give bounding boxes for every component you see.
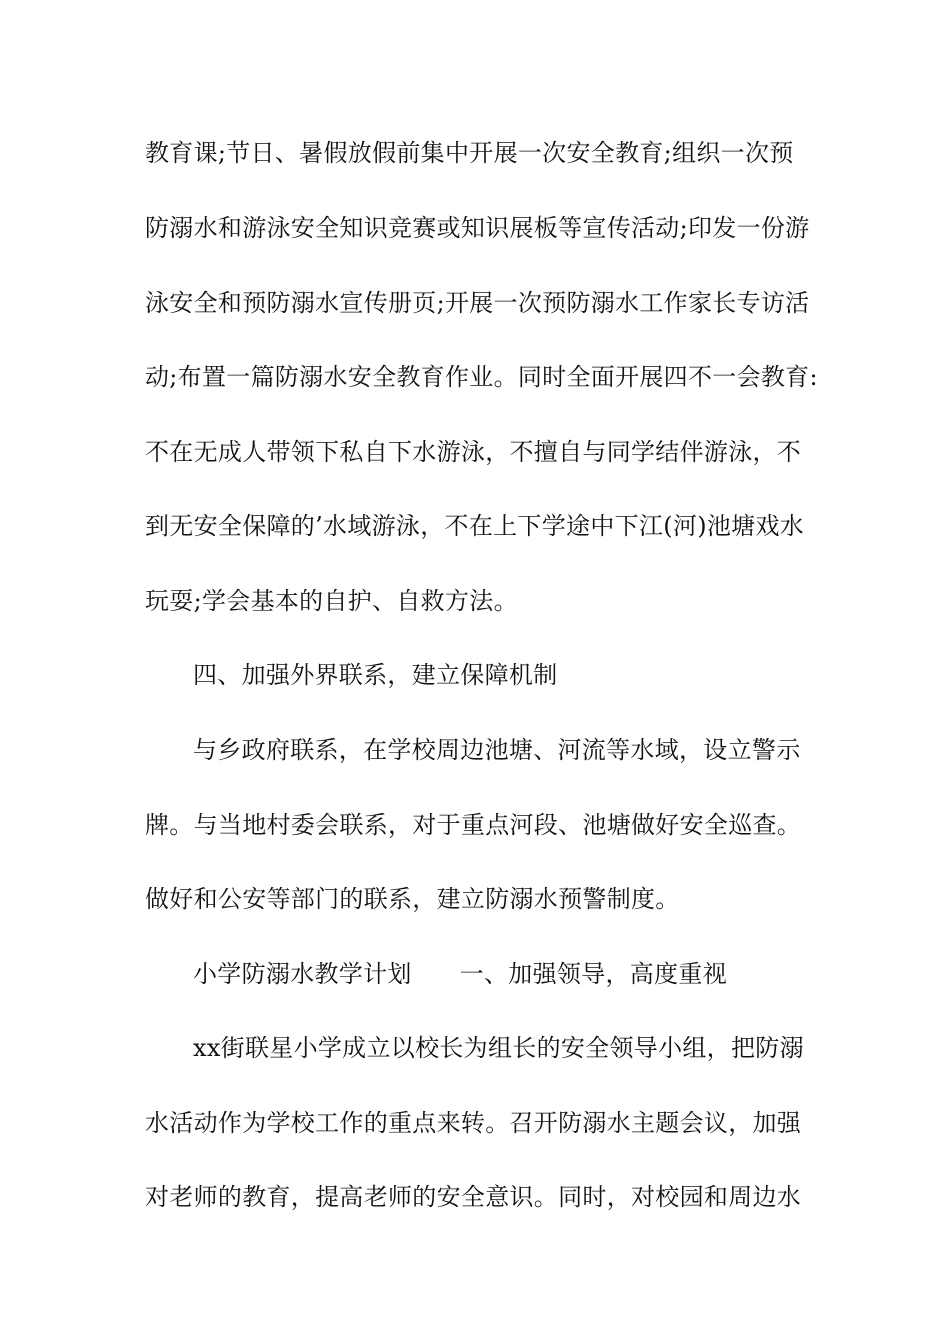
plan-title: 小学防溺水教学计划 <box>193 960 412 988</box>
paragraph-line: 教育课;节日、暑假放假前集中开展一次安全教育;组织一次预 <box>145 139 794 167</box>
paragraph-line: 动;布置一篇防溺水安全教育作业。同时全面开展四不一会教育: <box>145 363 818 391</box>
paragraph-line: 做好和公安等部门的联系，建立防溺水预警制度。 <box>145 885 680 913</box>
paragraph-line: 泳安全和预防溺水宣传册页;开展一次预防溺水工作家长专访活 <box>145 289 810 317</box>
paragraph-line: 对老师的教育，提高老师的安全意识。同时，对校园和周边水 <box>145 1183 802 1211</box>
paragraph-line: 牌。与当地村委会联系，对于重点河段、池塘做好安全巡查。 <box>145 811 802 839</box>
plan-title-line <box>193 954 863 994</box>
paragraph-line: 到无安全保障的’水域游泳，不在上下学途中下江(河)池塘戏水 <box>145 512 805 540</box>
paragraph-line: 防溺水和游泳安全知识竞赛或知识展板等宣传活动;印发一份游 <box>145 214 810 242</box>
paragraph-line: 不在无成人带领下私自下水游泳，不擅自与同学结伴游泳，不 <box>145 438 802 466</box>
section-heading: 四、加强外界联系，建立保障机制 <box>193 661 558 689</box>
paragraph-line: 与乡政府联系，在学校周边池塘、河流等水域，设立警示 <box>193 736 801 764</box>
section-heading: 一、加强领导，高度重视 <box>459 960 728 988</box>
paragraph-line: 水活动作为学校工作的重点来转。召开防溺水主题会议，加强 <box>145 1109 802 1137</box>
paragraph-line: 玩耍;学会基本的自护、自救方法。 <box>145 587 518 615</box>
paragraph-line: xx街联星小学成立以校长为组长的安全领导小组，把防溺 <box>193 1034 804 1062</box>
